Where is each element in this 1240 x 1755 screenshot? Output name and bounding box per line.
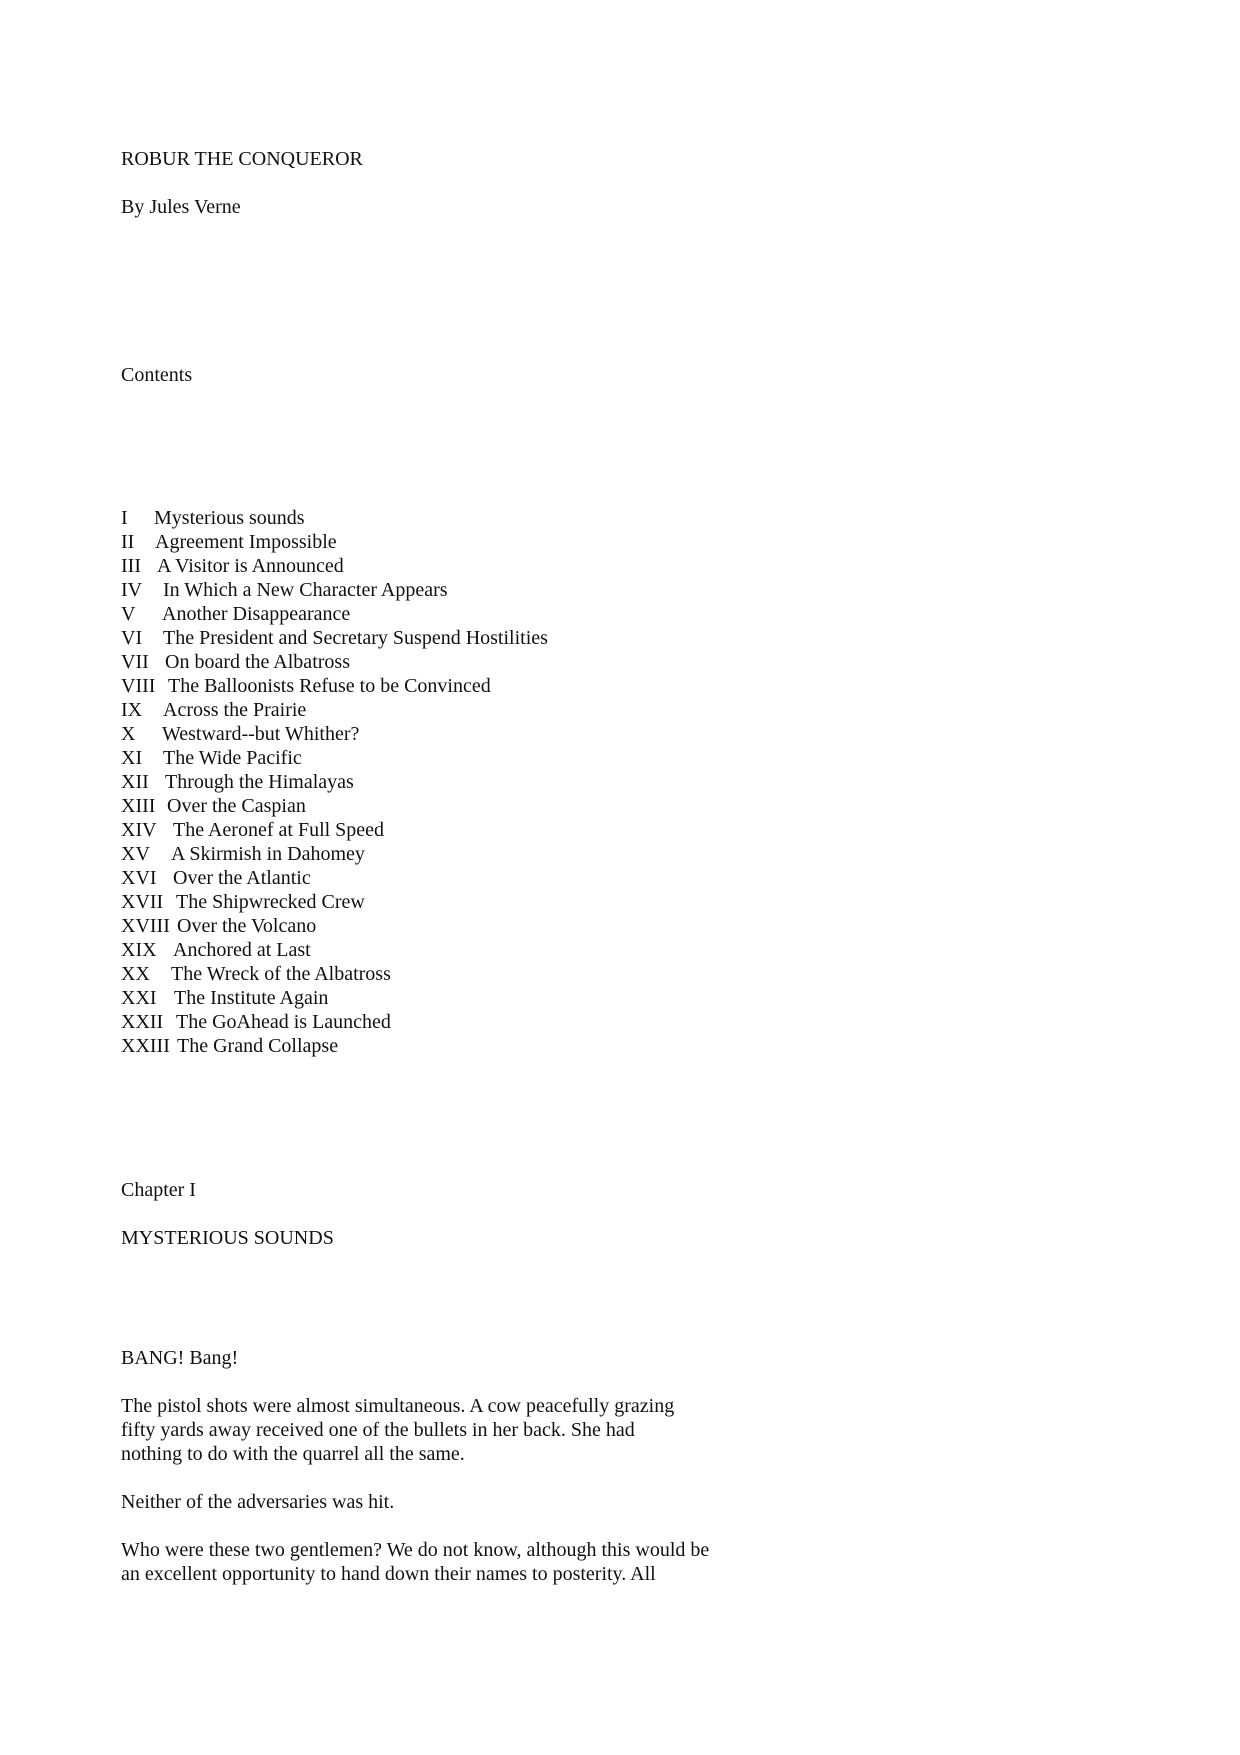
toc-entry-number: I	[121, 507, 128, 529]
toc-entry-number: XI	[121, 747, 143, 769]
toc-entry-number: XIV	[121, 819, 157, 841]
toc-entry-title: Mysterious sounds	[154, 507, 305, 529]
toc-entry-number: IX	[121, 699, 143, 721]
toc-entry-title: Agreement Impossible	[155, 531, 337, 553]
chapter-opening-line: BANG! Bang!	[121, 1347, 239, 1369]
toc-entry-number: XII	[121, 771, 149, 793]
paragraph-line: The pistol shots were almost simultaneous. A cow peacefully grazing	[121, 1395, 675, 1417]
toc-entry-title: The Institute Again	[174, 987, 329, 1009]
toc-entry-number: XXI	[121, 987, 157, 1009]
toc-entry-number: XVII	[121, 891, 164, 913]
book-title: ROBUR THE CONQUEROR	[121, 148, 363, 170]
toc-entry-title: A Visitor is Announced	[157, 555, 344, 577]
toc-entry-number: XXIII	[121, 1035, 170, 1057]
paragraph-line: Who were these two gentlemen? We do not know, although this would be	[121, 1539, 710, 1561]
toc-entry-number: VIII	[121, 675, 156, 697]
toc-entry-title: The Shipwrecked Crew	[176, 891, 365, 913]
toc-entry-number: X	[121, 723, 136, 745]
toc-entry-title: On board the Albatross	[165, 651, 350, 673]
toc-entry-title: A Skirmish in Dahomey	[171, 843, 365, 865]
toc-entry-number: II	[121, 531, 135, 553]
toc-entry-title: Through the Himalayas	[165, 771, 354, 793]
toc-entry-number: IV	[121, 579, 143, 601]
contents-heading: Contents	[121, 364, 193, 386]
toc-entry-number: III	[121, 555, 141, 577]
toc-entry-title: Anchored at Last	[173, 939, 311, 961]
toc-entry-number: V	[121, 603, 136, 625]
toc-entry-title: Over the Volcano	[177, 915, 317, 937]
toc-entry-number: VI	[121, 627, 143, 649]
toc-entry-title: Another Disappearance	[162, 603, 351, 625]
toc-entry-title: The Wreck of the Albatross	[171, 963, 391, 985]
toc-entry-number: XX	[121, 963, 150, 985]
toc-entry-title: Over the Caspian	[167, 795, 306, 817]
paragraph-line: nothing to do with the quarrel all the same.	[121, 1443, 465, 1465]
paragraph	[121, 1490, 394, 1514]
chapter-label: Chapter I	[121, 1179, 196, 1201]
toc-entry-number: XIII	[121, 795, 156, 817]
toc-entry-title: The Grand Collapse	[177, 1035, 339, 1057]
paragraph-line: fifty yards away received one of the bullets in her back. She had	[121, 1419, 635, 1441]
toc-entry-title: In Which a New Character Appears	[163, 579, 448, 601]
paragraph	[121, 1394, 674, 1466]
paragraph-line: Neither of the adversaries was hit.	[121, 1491, 395, 1513]
toc-entry-title: The Aeronef at Full Speed	[173, 819, 385, 841]
book-author: By Jules Verne	[121, 196, 241, 218]
toc-entry-number: XVI	[121, 867, 157, 889]
toc-entry-number: XVIII	[121, 915, 170, 937]
toc-entry-title: The Wide Pacific	[163, 747, 302, 769]
toc-entry-title: Across the Prairie	[163, 699, 307, 721]
toc-entry-title: The Balloonists Refuse to be Convinced	[168, 675, 491, 697]
chapter-title: MYSTERIOUS SOUNDS	[121, 1227, 334, 1249]
paragraph	[121, 1538, 709, 1586]
toc-entry-title: The President and Secretary Suspend Hostilities	[163, 627, 548, 649]
toc-entry-number: XIX	[121, 939, 157, 961]
paragraph-line: an excellent opportunity to hand down their names to posterity. All	[121, 1563, 656, 1585]
toc-entry-title: Westward--but Whither?	[162, 723, 360, 745]
toc-entry-number: XV	[121, 843, 150, 865]
toc-entry-number: VII	[121, 651, 149, 673]
toc-entry-number: XXII	[121, 1011, 164, 1033]
toc-entry-title: The GoAhead is Launched	[176, 1011, 391, 1033]
toc-entry-title: Over the Atlantic	[173, 867, 311, 889]
